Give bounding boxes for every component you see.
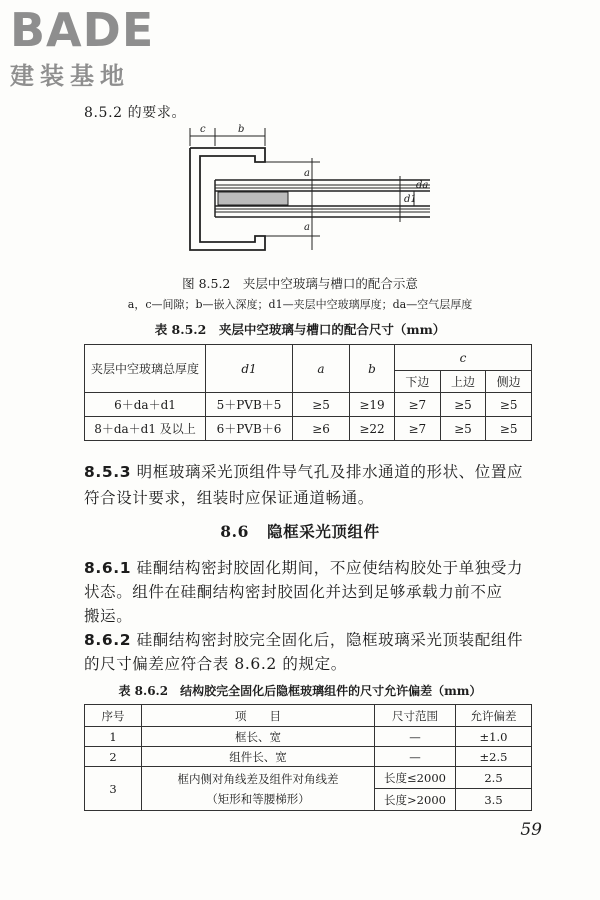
- cell-c-bottom: ≥7: [395, 393, 441, 417]
- table-row: [85, 417, 532, 441]
- table-862: [84, 704, 532, 811]
- cell-c-side: ≥5: [486, 393, 532, 417]
- th-c-side: 侧边: [486, 371, 532, 393]
- cell-tol: 2.5: [456, 767, 532, 789]
- th-c-bottom: 下边: [395, 371, 441, 393]
- cell-item: 框长、宽: [142, 727, 375, 747]
- para-862-num: 8.6.2: [84, 631, 132, 649]
- para-861-num: 8.6.1: [84, 559, 132, 577]
- para-853-line1: [84, 460, 523, 482]
- table-852: [84, 344, 532, 441]
- cell-a: ≥6: [293, 417, 350, 441]
- th-total: 夹层中空玻璃总厚度: [85, 345, 206, 393]
- cell-tol: 3.5: [456, 789, 532, 811]
- cell-c-top: ≥5: [440, 393, 486, 417]
- label-a-top: a: [304, 168, 310, 179]
- th-no: 序号: [85, 705, 142, 727]
- cell-total: 6＋da＋d1: [85, 393, 206, 417]
- cell-b: ≥22: [350, 417, 395, 441]
- cell-d1: 5＋PVB＋5: [206, 393, 293, 417]
- logo-bade: BADE: [10, 3, 155, 57]
- table-row: [85, 727, 532, 747]
- cell-no: 3: [85, 767, 142, 811]
- cell-range: 长度>2000: [375, 789, 456, 811]
- para-862-line2: 的尺寸偏差应符合表 8.6.2 的规定。: [84, 655, 347, 673]
- cell-range: 长度≤2000: [375, 767, 456, 789]
- section-title: 隐框采光顶组件: [267, 522, 380, 541]
- figure-852-diagram: [160, 118, 440, 268]
- figure-legend: a，c—间隙；b—嵌入深度；d1—夹层中空玻璃厚度；da—空气层厚度: [127, 298, 473, 311]
- section-num: 8.6: [220, 522, 250, 541]
- th-a: a: [293, 345, 350, 393]
- spacer-bar: [218, 192, 288, 205]
- cell-item-multiline: [142, 767, 375, 811]
- table2-title: 表 8.6.2 结构胶完全固化后隐框玻璃组件的尺寸允许偏差（mm）: [118, 684, 482, 698]
- label-c: c: [200, 124, 206, 135]
- cell-item-line1: 框内侧对角线差及组件对角线差: [177, 771, 339, 786]
- label-d1: d1: [404, 194, 417, 205]
- para-853-text: 明框玻璃采光顶组件导气孔及排水通道的形状、位置应: [136, 463, 524, 481]
- table-row: [85, 747, 532, 767]
- cell-item: 组件长、宽: [142, 747, 375, 767]
- cell-range: —: [375, 727, 456, 747]
- th-c: c: [395, 345, 532, 371]
- cell-c-top: ≥5: [440, 417, 486, 441]
- page-number: 59: [520, 820, 542, 840]
- cell-b: ≥19: [350, 393, 395, 417]
- cell-a: ≥5: [293, 393, 350, 417]
- th-c-top: 上边: [440, 371, 486, 393]
- th-tol: 允许偏差: [456, 705, 532, 727]
- label-b: b: [238, 124, 245, 135]
- table-row: [85, 393, 532, 417]
- label-da: da: [416, 180, 429, 191]
- cell-tol: ±2.5: [456, 747, 532, 767]
- th-b: b: [350, 345, 395, 393]
- para-861-line1: [84, 556, 523, 578]
- para-862-line1: [84, 628, 523, 650]
- para-861-line3: 搬运。: [84, 607, 133, 625]
- cell-item-line2: （矩形和等腰梯形）: [206, 791, 310, 806]
- label-a-bottom: a: [304, 222, 310, 233]
- cell-d1: 6＋PVB＋6: [206, 417, 293, 441]
- cell-total: 8＋da＋d1 及以上: [85, 417, 206, 441]
- table-row: [85, 767, 532, 789]
- figure-caption: 图 8.5.2 夹层中空玻璃与槽口的配合示意: [182, 276, 418, 291]
- para-853-line2: 符合设计要求，组装时应保证通道畅通。: [84, 489, 374, 507]
- intro-line: 8.5.2 的要求。: [84, 105, 187, 121]
- cell-tol: ±1.0: [456, 727, 532, 747]
- th-range: 尺寸范围: [375, 705, 456, 727]
- cell-no: 2: [85, 747, 142, 767]
- cell-c-side: ≥5: [486, 417, 532, 441]
- th-d1: d1: [206, 345, 293, 393]
- cell-c-bottom: ≥7: [395, 417, 441, 441]
- para-861-line2: 状态。组件在硅酮结构密封胶固化并达到足够承载力前不应: [84, 583, 503, 601]
- table1-title: 表 8.5.2 夹层中空玻璃与槽口的配合尺寸（mm）: [154, 322, 446, 337]
- para-861-text: 硅酮结构密封胶固化期间，不应使结构胶处于单独受力: [136, 559, 524, 577]
- para-862-text: 硅酮结构密封胶完全固化后，隐框玻璃采光顶装配组件: [136, 631, 524, 649]
- cell-range: —: [375, 747, 456, 767]
- logo-chinese: 建装基地: [10, 62, 130, 90]
- para-853-num: 8.5.3: [84, 463, 132, 481]
- cell-no: 1: [85, 727, 142, 747]
- th-item: 项 目: [142, 705, 375, 727]
- section-heading: [0, 520, 600, 542]
